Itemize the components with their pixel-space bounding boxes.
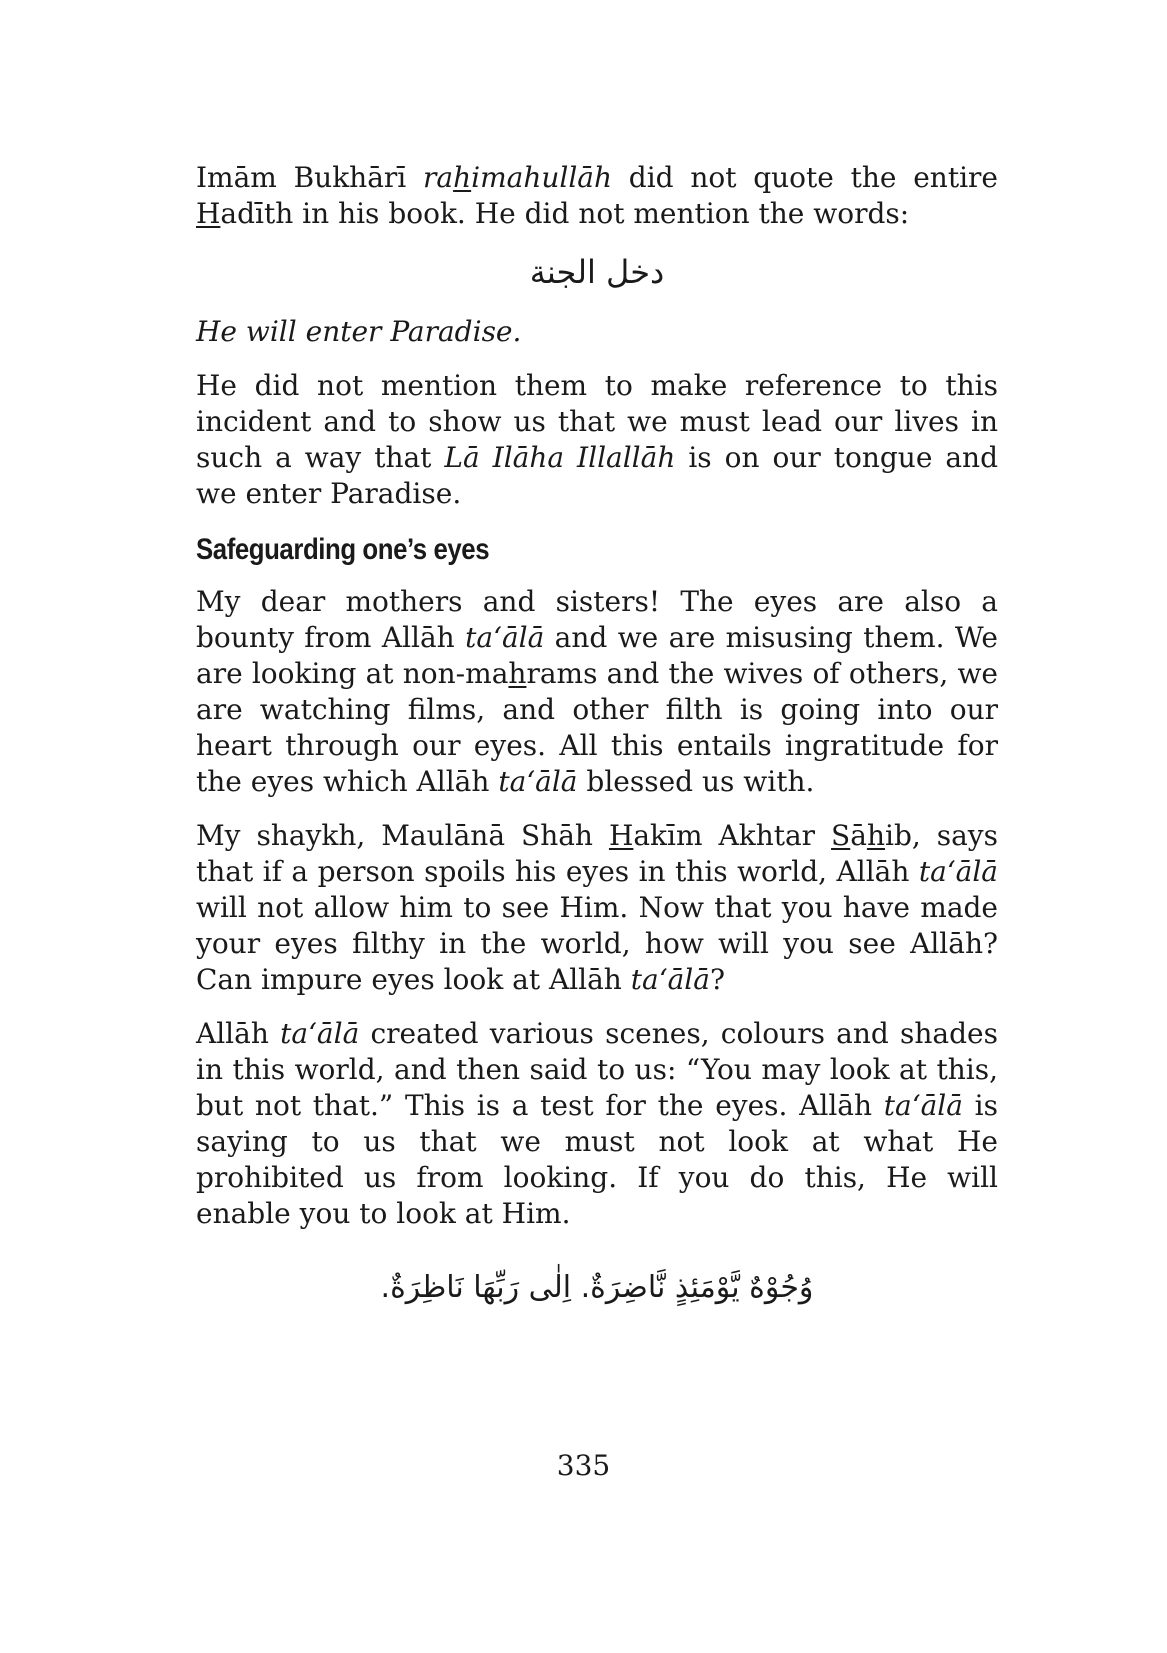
page-number: 335 — [556, 1449, 611, 1482]
paragraph-scenes: Allāh ta‘ālā created various scenes, colours and shades in this world, and then said to us: “You may look at this, but not that.” This is a test for the eyes. Allāh ta‘ālā is saying to us that we must not look at what He prohibited us from looking. If you do this, He will enable you to look at Him. — [196, 1017, 998, 1230]
emphasis-rahimahullah: rahimahullāh — [423, 161, 613, 194]
page-body — [196, 160, 998, 1310]
emphasis-kalimah: Lā Ilāha Illallāh — [444, 441, 676, 474]
paragraph-reference: He did not mention them to make reference to this incident and to show us that we must lead our lives in such a way that Lā Ilāha Illallāh is on our tongue and we enter Paradise. — [196, 369, 999, 510]
translation-line: He will enter Paradise. — [196, 315, 522, 348]
quran-verse: وُجُوْهٌ يَّوْمَئِذٍ نَّاضِرَةٌ. اِلٰى رَبِّهَا نَاظِرَةٌ. — [380, 1270, 814, 1305]
paragraph-bukhari: Imām Bukhārī rahimahullāh did not quote the entire Hadīth in his book. He did not mention the words: — [196, 161, 998, 230]
arabic-phrase: دخل الجنة — [529, 253, 665, 291]
paragraph-shaykh: My shaykh, Maulānā Shāh Hakīm Akhtar Sāhib, says that if a person spoils his eyes in this world, Allāh ta‘ālā will not allow him to see Him. Now that you have made your eyes filthy in the world, how will you see Allāh? Can impure eyes look at Allāh ta‘ālā? — [196, 819, 998, 996]
paragraph-mothers-sisters: My dear mothers and sisters! The eyes are also a bounty from Allāh ta‘ālā and we are misusing them. We are looking at non-mahrams and the wives of others, we are watching films, and other filth is going into our heart through our eyes. All this entails ingratitude for the eyes which Allāh ta‘ālā blessed us with. — [196, 585, 998, 798]
section-heading: Safeguarding one’s eyes — [196, 533, 490, 566]
